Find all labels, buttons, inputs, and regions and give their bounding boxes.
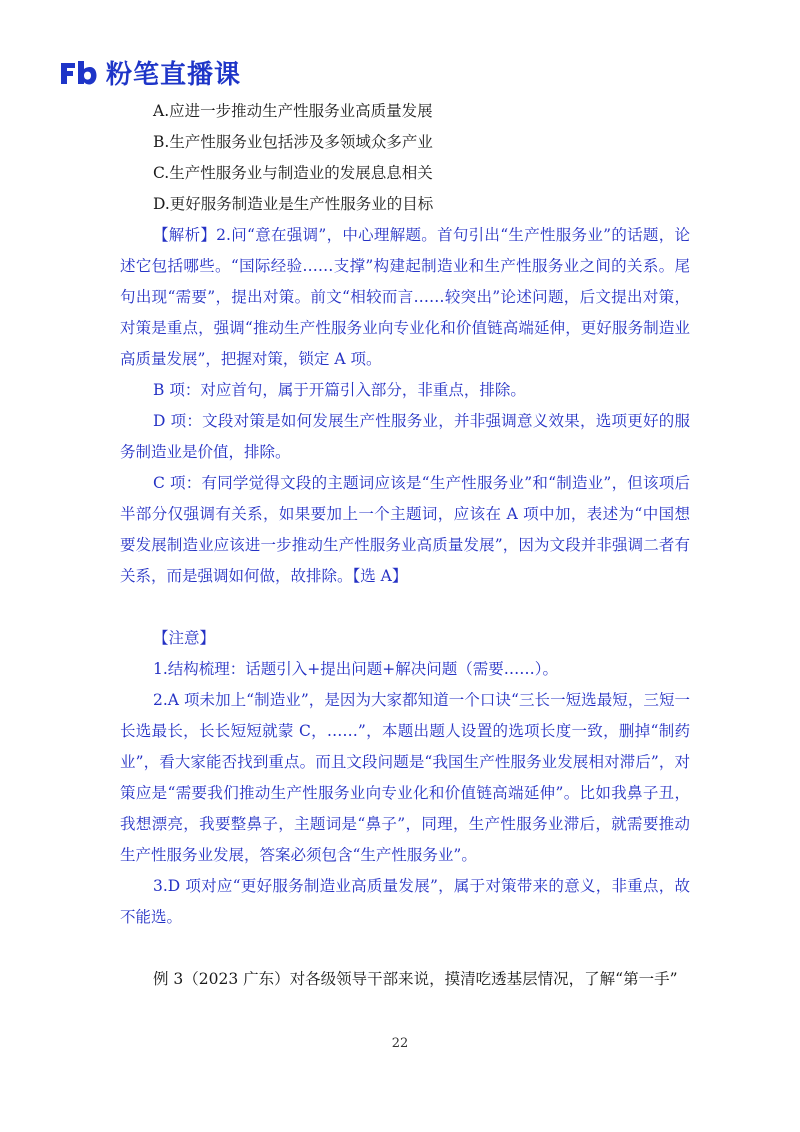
note-title: 【注意】: [153, 629, 216, 647]
analysis-option-c: C 项：有同学觉得文段的主题词应该是“生产性服务业”和“制造业”，但该项后半部分仅强调有关系，如果要加上一个主题词，应该在 A 项中加，表述为“中国想要发展制造业应该进一步推动生产性服务业高质量发展”，因为文段并非强调二者有关系，而是强调如何做，故排除。【选 A】: [120, 474, 690, 585]
analysis-option-d: D 项：文段对策是如何发展生产性服务业，并非强调意义效果，选项更好的服务制造业是价值，排除。: [120, 412, 690, 461]
fb-logo-icon: [58, 59, 98, 87]
brand-name: 粉笔直播课: [106, 60, 242, 90]
analysis-option-b: B 项：对应首句，属于开篇引入部分，非重点，排除。: [153, 381, 526, 399]
analysis-main: 【解析】2.问“意在强调”，中心理解题。首句引出“生产性服务业”的话题，论述它包括哪些。“国际经验……支撑”构建起制造业和生产性服务业之间的关系。尾句出现“需要”，提出对策。前文“相较而言……较突出”论述问题，后文提出对策，对策是重点，强调“推动生产性服务业向专业化和价值链高端延伸，更好服务制造业高质量发展”，把握对策，锁定 A 项。: [120, 226, 690, 368]
note-item-2: 2.A 项未加上“制造业”，是因为大家都知道一个口诀“三长一短选最短，三短一长选最长，长长短短就蒙 C，……”，本题出题人设置的选项长度一致，删掉“制药业”，看大家能否找到重点。而且文段问题是“我国生产性服务业发展相对滞后”，对策应是“需要我们推动生产性服务业向专业化和价值链高端延伸”。比如我鼻子丑，我想漂亮，我要整鼻子，主题词是“鼻子”，同理，生产性服务业滞后，就需要推动生产性服务业发展，答案必须包含“生产性服务业”。: [120, 691, 690, 864]
note-item-1: 1.结构梳理：话题引入+提出问题+解决问题（需要……）。: [153, 660, 559, 678]
spacer: [120, 592, 690, 623]
option-b: B.生产性服务业包括涉及多领域众多产业: [153, 133, 433, 151]
spacer: [120, 933, 690, 964]
note-item-3: 3.D 项对应“更好服务制造业高质量发展”，属于对策带来的意义，非重点，故不能选。: [120, 877, 690, 926]
option-d: D.更好服务制造业是生产性服务业的目标: [153, 195, 434, 213]
page-number: 22: [391, 1036, 409, 1051]
option-c: C.生产性服务业与制造业的发展息息相关: [153, 164, 433, 182]
example-question: 例 3（2023 广东）对各级领导干部来说，摸清吃透基层情况，了解“第一手”: [153, 970, 678, 988]
brand-logo: [58, 54, 241, 91]
option-a: A.应进一步推动生产性服务业高质量发展: [153, 102, 433, 120]
document-body: [120, 96, 690, 995]
